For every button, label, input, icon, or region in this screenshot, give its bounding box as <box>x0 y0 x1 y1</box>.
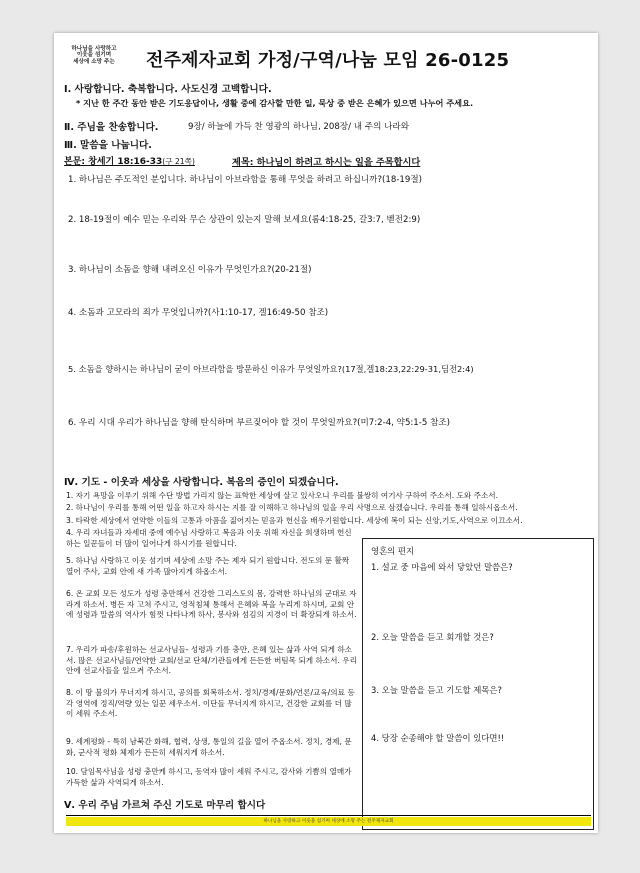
prayer-item: 9. 세계평화 - 특히 남북간 화해, 협력, 상생, 통일의 길을 열어 주옵소서. 정치, 경제, 문화, 군사적 평화 체제가 든든히 세워지게 하소서. <box>66 737 352 757</box>
letter-question: 1. 설교 중 마음에 와서 닿았던 말씀은? <box>371 562 513 572</box>
section-1-note: * 지난 한 주간 동안 받은 기도응답이나, 생활 중에 감사할 만한 일, 묵상 중 받은 은혜가 있으면 나누어 주세요. <box>76 98 474 108</box>
prayer-item: 4. 우리 자녀들과 자세대 중에 예수님 사랑하고 복음과 이웃 위해 자신을 희생하며 헌신하는 일꾼들이 더 많이 일어나게 하시기를 원합니다. <box>66 528 352 548</box>
section-4-heading: Ⅳ. 기도 - 이웃과 세상을 사랑합니다. 복음의 증인이 되겠습니다. <box>64 477 339 488</box>
scripture-page: (구 21쪽) <box>162 157 195 166</box>
section-2-heading: Ⅱ. 주님을 찬송합니다. <box>64 122 159 133</box>
question-item: 3. 하나님이 소돔을 향해 내려오신 이유가 무엇인가요?(20-21절) <box>68 265 312 275</box>
prayer-item: 5. 하나님 사랑하고 이웃 섬기며 세상에 소망 주는 제자 되기 원합니다. 전도의 문 활짝 열어 주사, 교회 안에 새 가족 많아지게 하옵소서. <box>66 556 350 576</box>
question-item: 4. 소돔과 고모라의 죄가 무엇입니까?(사1:10-17, 겔16:49-50 참조) <box>68 308 329 318</box>
prayer-item: 10. 담임목사님을 성령 충만케 하시고, 동역자 많이 세워 주시고, 감사와 기쁨의 열매가 가득한 삶과 사역되게 하소서. <box>66 767 352 787</box>
prayer-item: 7. 우리가 파송/후원하는 선교사님들- 성령과 기름 충만, 은혜 있는 삶과 사역 되게 하소서. 많은 선교사님들/연약한 교회/선교 단체/기관들에게 든든한 버팀목 되게 하소서. 우리 안에 선교사들을 일으켜 주소서. <box>66 645 357 675</box>
section-1-heading: Ⅰ. 사랑합니다. 축복합니다. 사도신경 고백합니다. <box>64 84 272 95</box>
section-5-heading: Ⅴ. 우리 주님 가르쳐 주신 기도로 마무리 합시다 <box>64 800 266 811</box>
prayer-item: 1. 자기 욕망을 이루기 위해 수단 방법 가리지 않는 표학한 세상에 살고 있사오니 우리를 불쌍히 여기사 구하여 주소서. 도와 주소서. <box>66 491 499 500</box>
hymn-list: 9장/ 하늘에 가득 찬 영광의 하나님, 208장/ 내 주의 나라와 <box>188 122 410 132</box>
letter-question: 4. 당장 순종해야 할 말씀이 있다면!! <box>371 733 505 743</box>
question-item: 2. 18-19절이 예수 믿는 우리와 무슨 상관이 있는지 말해 보세요(롬4:18-25, 갈3:7, 벧전2:9) <box>68 215 421 225</box>
footer-rule <box>66 815 591 816</box>
sermon-theme: 제목: 하나님이 하려고 하시는 일을 주목합시다 <box>232 157 421 168</box>
page-title: 전주제자교회 가정/구역/나눔 모임 26-0125 <box>146 50 510 71</box>
prayer-item: 8. 이 땅 불의가 무너지게 하시고, 공의를 회복하소서. 정치/경제/문화/언론/교육/의료 등 각 영역에 정직/역량 있는 일꾼 세우소서. 이단들 무너지게 하시고, 건강한 교회를 더 많이 세워 주소서. <box>66 688 355 718</box>
scripture-text: 본문: 창세기 18:16-33 <box>64 157 163 167</box>
section-3-heading: Ⅲ. 말씀을 나눕니다. <box>64 140 152 151</box>
church-logo <box>64 46 124 65</box>
soul-letter-box <box>362 538 594 830</box>
question-item: 5. 소돔을 향하시는 하나님이 굳이 아브라함을 방문하신 이유가 무엇일까요?(17절,겔18:23,22:29-31,딤전2:4) <box>68 364 474 374</box>
letter-title: 영혼의 편지 <box>371 546 415 556</box>
question-item: 6. 우리 시대 우리가 하나님을 향해 탄식하며 부르짖어야 할 것이 무엇일까요?(미7:2-4, 약5:1-5 참조) <box>68 418 451 428</box>
letter-question: 2. 오늘 말씀을 듣고 회개할 것은? <box>371 632 494 642</box>
document-page <box>54 33 598 833</box>
prayer-item: 6. 온 교회 모든 성도가 성령 충만해서 건강한 그리스도의 몸, 강력한 하나님의 군대로 자라게 하소서. 병든 자 고쳐 주시고, 영적침체 통해서 은혜와 복을 누리게 하시며, 교회 안에 성령과 말씀의 역사가 힘껏 나타나게 하사, 봉사와 섬김의 지경이 더 확장되게 하소서. <box>66 589 357 619</box>
logo-line: 세상에 소망 주는 <box>73 58 115 65</box>
footer-banner: 하나님을 사랑하고 이웃을 섬기며 세상에 소망 주는 전주제자교회 <box>66 817 591 826</box>
letter-question: 3. 오늘 말씀을 듣고 기도할 제목은? <box>371 685 502 695</box>
logo-line: 이웃을 섬기며 <box>76 52 112 59</box>
prayer-item: 2. 하나님이 우리를 통해 어떤 일을 하고자 하시는 지를 잘 이해하고 하나님의 일을 우리 사명으로 삼겠습니다. 우리를 통해 일하시옵소서. <box>66 503 518 512</box>
prayer-item: 3. 타락한 세상에서 연약한 이들의 고통과 아픔을 짊어지는 믿음과 헌신을 배우기원합니다. 세상에 복이 되는 신앙,기도,사역으로 이끄소서. <box>66 516 523 525</box>
question-item: 1. 하나님은 주도적인 분입니다. 하나님이 아브라함을 통해 무엇을 하려고 하십니까?(18-19절) <box>68 175 423 185</box>
scripture-reference <box>64 154 195 167</box>
logo-line: 하나님을 사랑하고 <box>71 46 117 52</box>
